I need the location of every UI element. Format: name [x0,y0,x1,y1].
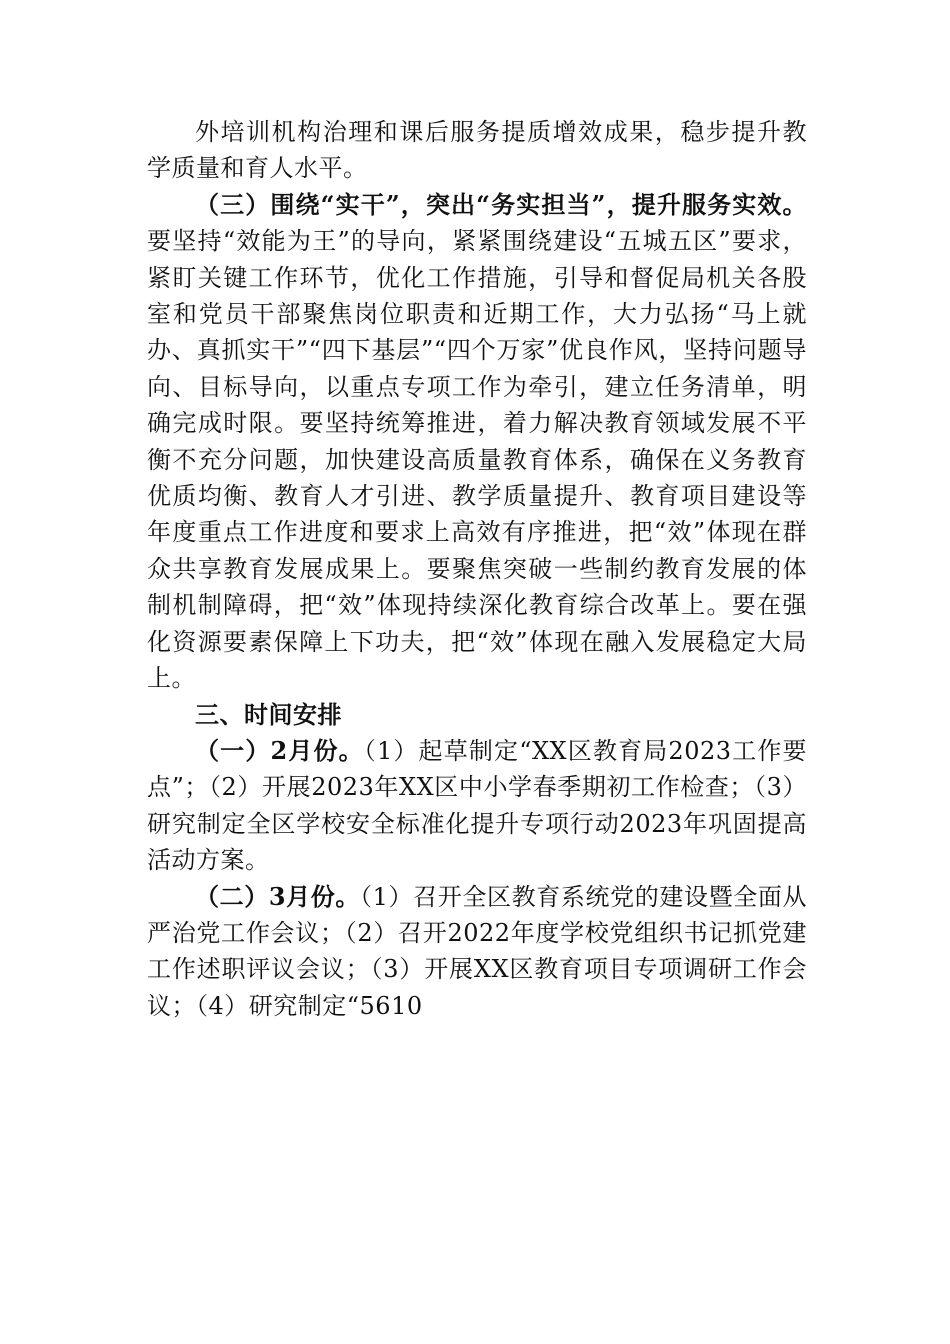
document-body [147,114,807,1024]
paragraph-february-heading: （一）2月份。 [195,735,364,765]
paragraph-february-text: （1）起草制定“XX区教育局2023工作要点”；（2）开展2023年XX区中小学春季期初工作检查；（3）研究制定全区学校安全标准化提升专项行动2023年巩固提高活动方案。 [147,736,807,875]
section-heading-text: 三、时间安排 [195,699,342,729]
paragraph-march-heading: （二）3月份。 [195,881,361,911]
paragraph-march [147,879,807,1025]
paragraph-march-text: （1）召开全区教育系统党的建设暨全面从严治党工作会议；（2）召开2022年度学校党组织书记抓党建工作述职评议会议；（3）开展XX区教育项目专项调研工作会议；（4）研究制定“5610 [147,882,807,1020]
paragraph-1-text: 外培训机构治理和课后服务提质增效成果，稳步提升教学质量和育人水平。 [147,118,807,183]
section-heading-schedule [147,697,807,733]
paragraph-2-heading: （三）围绕“实干”，突出“务实担当”，提升服务实效。 [195,189,807,219]
paragraph-2 [147,187,807,697]
paragraph-1 [147,114,807,187]
paragraph-2-text: 要坚持“效能为王”的导向，紧紧围绕建设“五城五区”要求，紧盯关键工作环节，优化工作措施，引导和督促局机关各股室和党员干部聚焦岗位职责和近期工作，大力弘扬“马上就办、真抓实干”“四下基层”“四个万家”优良作风，坚持问题导向、目标导向，以重点专项工作为牵引，建立任务清单，明确完成时限。要坚持统筹推进，着力解决教育领域发展不平衡不充分问题，加快建设高质量教育体系，确保在义务教育优质均衡、教育人才引进、教学质量提升、教育项目建设等年度重点工作进度和要求上高效有序推进，把“效”体现在群众共享教育发展成果上。要聚焦突破一些制约教育发展的体制机制障碍，把“效”体现持续深化教育综合改革上。要在强化资源要素保障上下功夫，把“效”体现在融入发展稳定大局上。 [147,227,807,693]
paragraph-february [147,733,807,879]
